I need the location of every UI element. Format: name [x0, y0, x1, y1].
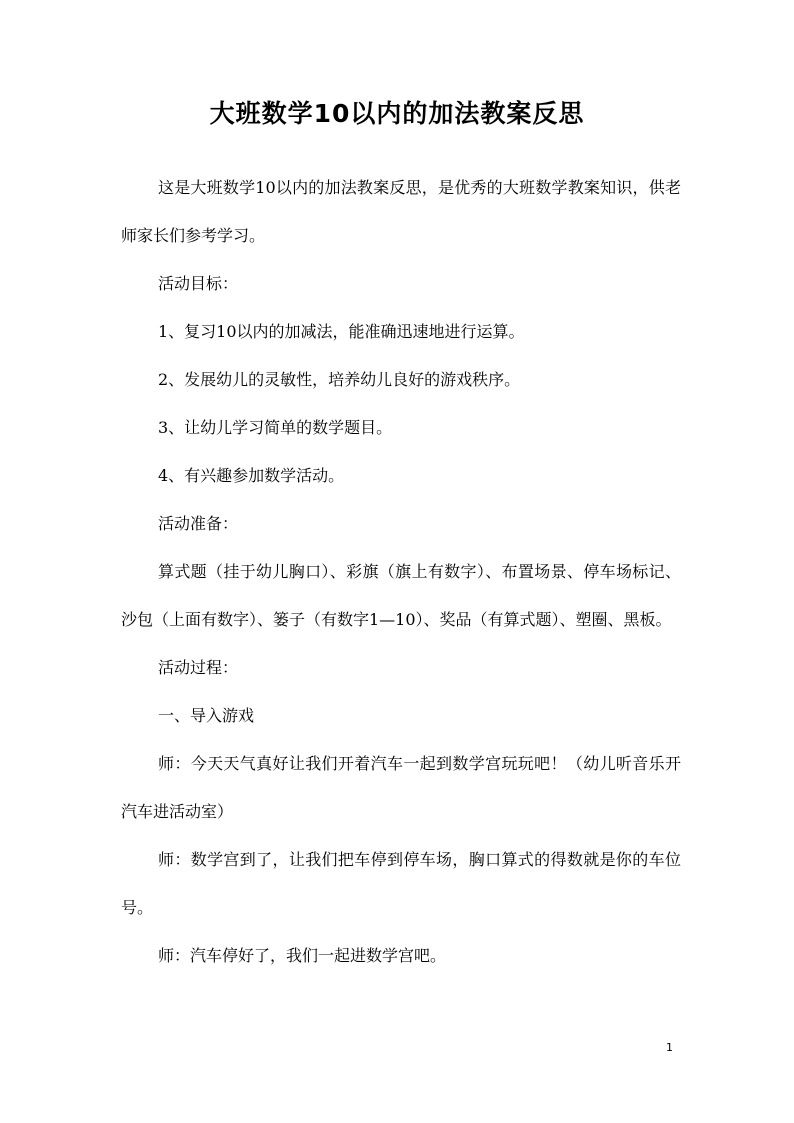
intro-paragraph: 这是大班数学10以内的加法教案反思，是优秀的大班数学教案知识，供老师家长们参考学习。 — [121, 178, 681, 245]
subheading-intro-game: 一、导入游戏 — [158, 706, 255, 725]
document-title: 大班数学10以内的加法教案反思 — [209, 99, 585, 128]
dialogue-paragraph: 师：汽车停好了，我们一起进数学宫吧。 — [158, 946, 447, 965]
goal-item: 4、有兴趣参加数学活动。 — [158, 466, 345, 485]
section-heading-preparation: 活动准备： — [158, 514, 239, 533]
section-heading-goals: 活动目标： — [158, 274, 239, 293]
section-heading-process: 活动过程： — [158, 658, 239, 677]
dialogue-paragraph: 师：今天天气真好让我们开着汽车一起到数学宫玩玩吧！（幼儿听音乐开汽车进活动室） — [121, 754, 681, 821]
preparation-paragraph: 算式题（挂于幼儿胸口）、彩旗（旗上有数字）、布置场景、停车场标记、沙包（上面有数字）、篓子（有数字1—10）、奖品（有算式题）、塑圈、黑板。 — [121, 562, 681, 629]
goal-item: 1、复习10以内的加减法，能准确迅速地进行运算。 — [158, 322, 525, 341]
goal-item: 2、发展幼儿的灵敏性，培养幼儿良好的游戏秩序。 — [158, 370, 521, 389]
dialogue-paragraph: 师：数学宫到了，让我们把车停到停车场，胸口算式的得数就是你的车位号。 — [121, 850, 681, 917]
page-number: 1 — [666, 1041, 673, 1054]
document-body — [121, 164, 681, 980]
goal-item: 3、让幼儿学习简单的数学题目。 — [158, 418, 393, 437]
